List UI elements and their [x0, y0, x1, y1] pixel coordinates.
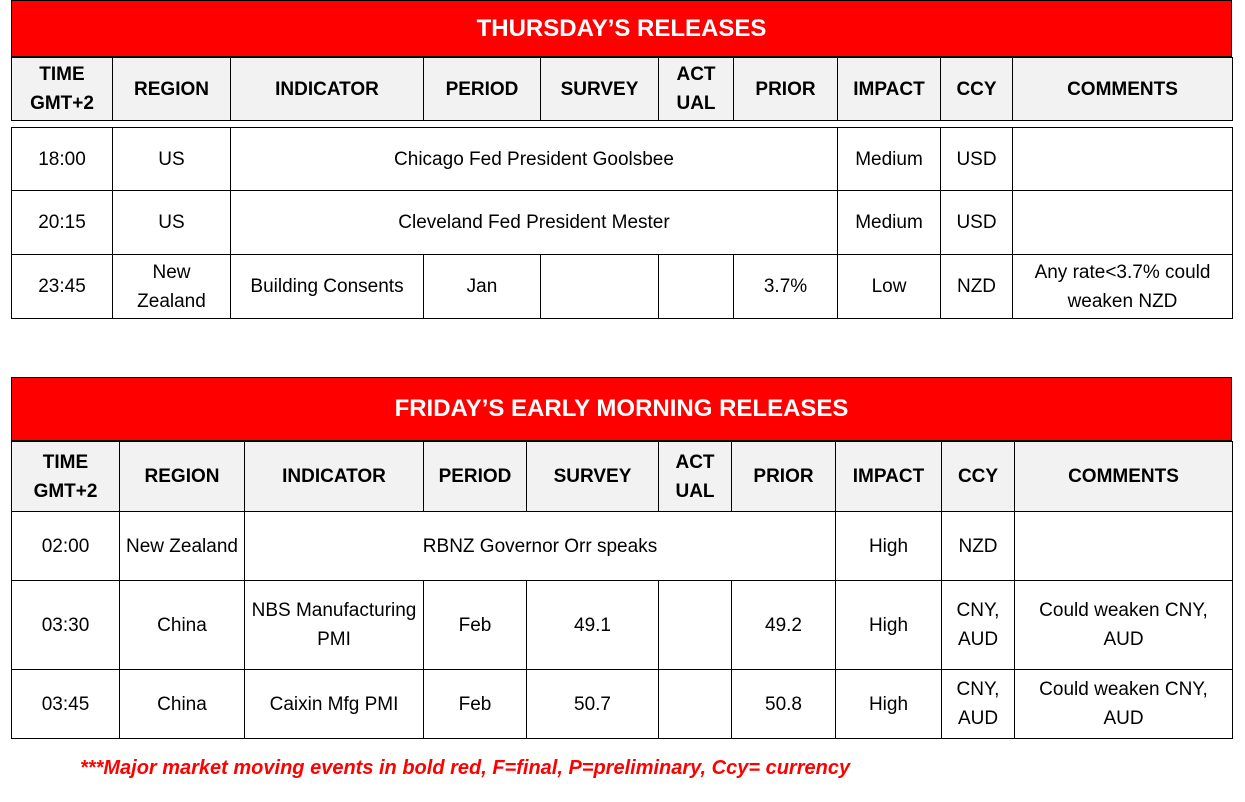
cell-comments — [1013, 128, 1233, 191]
cell-comments: Could weaken CNY, AUD — [1015, 670, 1233, 739]
header-region: REGION — [113, 58, 231, 121]
cell-ccy: CNY, AUD — [942, 581, 1015, 670]
cell-indicator: Caixin Mfg PMI — [245, 670, 424, 739]
cell-comments — [1015, 512, 1233, 581]
thursday-title: THURSDAY’S RELEASES — [11, 0, 1232, 57]
cell-time: 23:45 — [12, 255, 113, 319]
cell-ccy: CNY, AUD — [942, 670, 1015, 739]
footnote: ***Major market moving events in bold red, F=final, P=preliminary, Ccy= currency — [80, 757, 851, 779]
header-time: TIME GMT+2 — [12, 58, 113, 121]
cell-indicator: NBS Manufacturing PMI — [245, 581, 424, 670]
friday-table — [11, 441, 1233, 739]
cell-actual — [659, 581, 732, 670]
table-row — [12, 255, 1233, 319]
header-survey: SURVEY — [527, 442, 659, 512]
cell-impact: High — [836, 512, 942, 581]
header-prior: PRIOR — [732, 442, 836, 512]
cell-event: Chicago Fed President Goolsbee — [231, 128, 838, 191]
header-period: PERIOD — [424, 58, 541, 121]
cell-actual — [659, 670, 732, 739]
cell-region: US — [113, 128, 231, 191]
header-indicator: INDICATOR — [231, 58, 424, 121]
cell-prior: 50.8 — [732, 670, 836, 739]
cell-period: Jan — [424, 255, 541, 319]
header-actual: ACT UAL — [659, 58, 734, 121]
cell-period: Feb — [424, 670, 527, 739]
table-row — [12, 128, 1233, 191]
header-actual: ACT UAL — [659, 442, 732, 512]
cell-time: 03:30 — [12, 581, 120, 670]
cell-time: 03:45 — [12, 670, 120, 739]
cell-period: Feb — [424, 581, 527, 670]
thursday-table — [11, 57, 1233, 319]
cell-impact: Low — [838, 255, 941, 319]
cell-region: New Zealand — [113, 255, 231, 319]
cell-ccy: USD — [941, 128, 1013, 191]
cell-impact: High — [836, 670, 942, 739]
cell-prior: 3.7% — [734, 255, 838, 319]
cell-comments: Could weaken CNY, AUD — [1015, 581, 1233, 670]
cell-survey: 49.1 — [527, 581, 659, 670]
cell-region: China — [120, 581, 245, 670]
header-impact: IMPACT — [836, 442, 942, 512]
cell-impact: Medium — [838, 128, 941, 191]
cell-time: 20:15 — [12, 191, 113, 255]
header-comments: COMMENTS — [1013, 58, 1233, 121]
cell-impact: Medium — [838, 191, 941, 255]
cell-region: China — [120, 670, 245, 739]
header-survey: SURVEY — [541, 58, 659, 121]
cell-actual — [659, 255, 734, 319]
header-impact: IMPACT — [838, 58, 941, 121]
cell-survey: 50.7 — [527, 670, 659, 739]
cell-comments — [1013, 191, 1233, 255]
spacer-row — [12, 121, 1233, 128]
header-row — [12, 58, 1233, 121]
friday-releases-section — [11, 377, 1232, 739]
cell-impact: High — [836, 581, 942, 670]
table-row — [12, 670, 1233, 739]
cell-region: US — [113, 191, 231, 255]
header-comments: COMMENTS — [1015, 442, 1233, 512]
cell-indicator: Building Consents — [231, 255, 424, 319]
cell-survey — [541, 255, 659, 319]
cell-prior: 49.2 — [732, 581, 836, 670]
cell-time: 18:00 — [12, 128, 113, 191]
header-time: TIME GMT+2 — [12, 442, 120, 512]
table-row — [12, 191, 1233, 255]
header-row — [12, 442, 1233, 512]
cell-ccy: NZD — [942, 512, 1015, 581]
header-region: REGION — [120, 442, 245, 512]
cell-event: RBNZ Governor Orr speaks — [245, 512, 836, 581]
header-prior: PRIOR — [734, 58, 838, 121]
header-ccy: CCY — [941, 58, 1013, 121]
friday-title: FRIDAY’S EARLY MORNING RELEASES — [11, 377, 1232, 441]
header-period: PERIOD — [424, 442, 527, 512]
cell-time: 02:00 — [12, 512, 120, 581]
cell-comments: Any rate<3.7% could weaken NZD — [1013, 255, 1233, 319]
cell-region: New Zealand — [120, 512, 245, 581]
cell-event: Cleveland Fed President Mester — [231, 191, 838, 255]
header-ccy: CCY — [942, 442, 1015, 512]
table-row — [12, 581, 1233, 670]
cell-ccy: USD — [941, 191, 1013, 255]
thursday-releases-section — [11, 0, 1232, 319]
table-row — [12, 512, 1233, 581]
cell-ccy: NZD — [941, 255, 1013, 319]
header-indicator: INDICATOR — [245, 442, 424, 512]
